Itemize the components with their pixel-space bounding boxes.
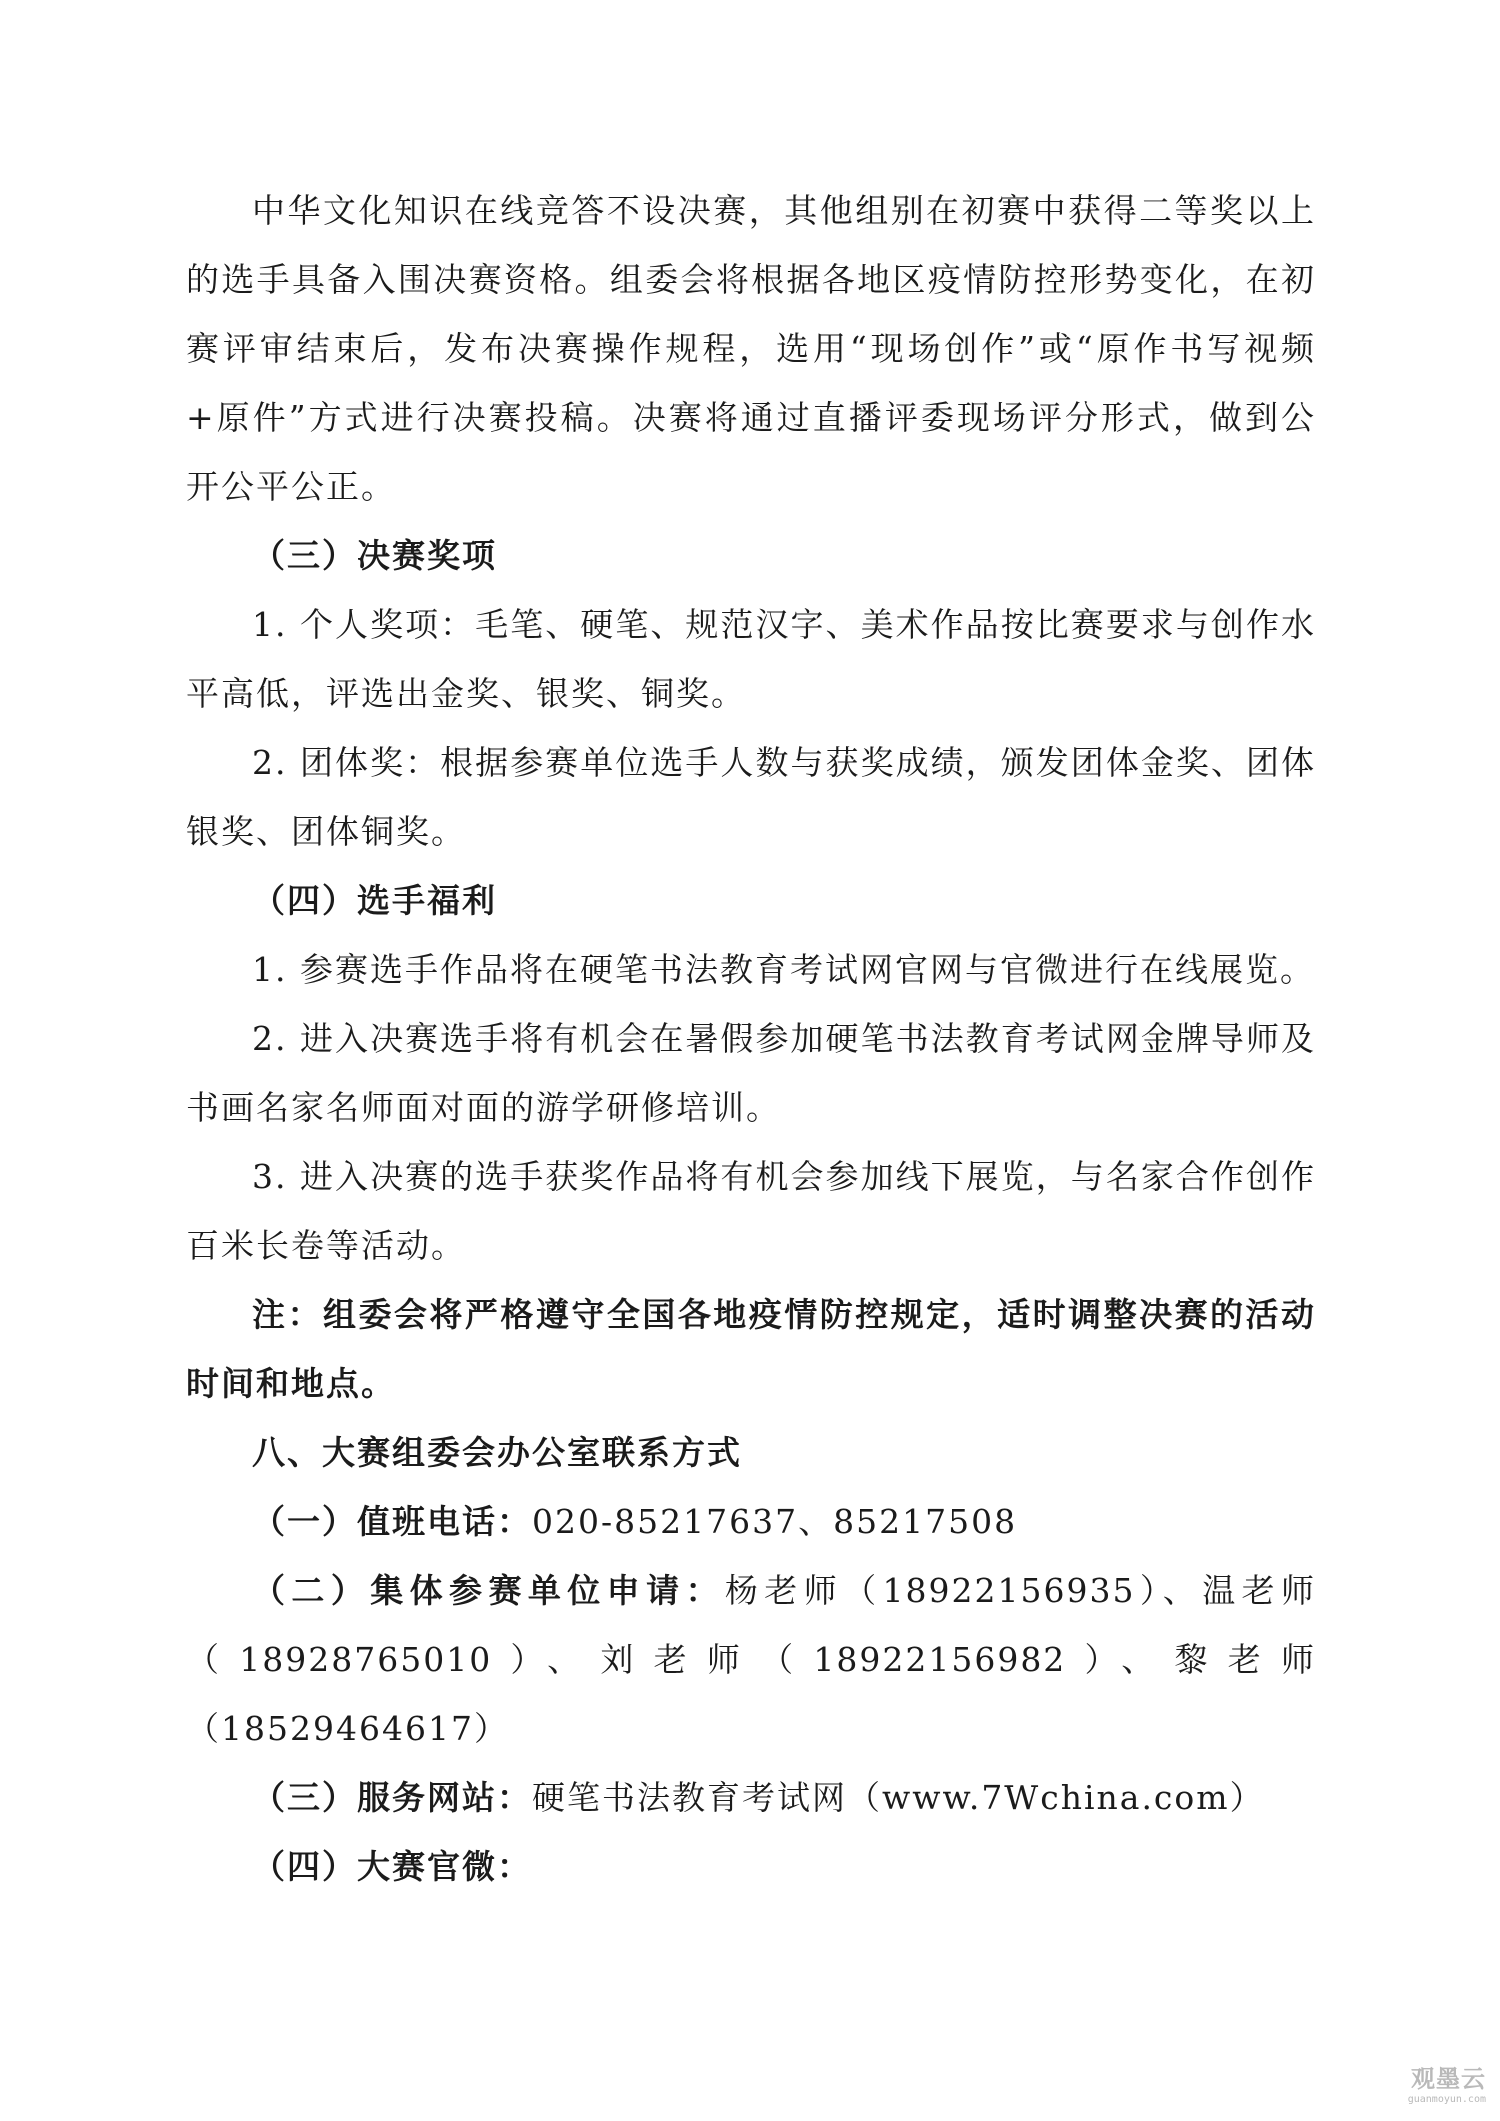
wechat-label: （四）大赛官微： bbox=[252, 1847, 532, 1886]
website-value: 硬笔书法教育考试网（www.7Wchina.com） bbox=[532, 1778, 1265, 1817]
note-paragraph: 注：组委会将严格遵守全国各地疫情防控规定，适时调整决赛的活动时间和地点。 bbox=[186, 1295, 1316, 1403]
group-application-label: （二）集体参赛单位申请： bbox=[252, 1571, 725, 1610]
watermark-logo bbox=[1386, 2065, 1486, 2111]
benefits-heading: （四）选手福利 bbox=[252, 881, 497, 920]
duty-phone-value: 020-85217637、85217508 bbox=[532, 1502, 1018, 1541]
final-rules-paragraph: 中华文化知识在线竞答不设决赛，其他组别在初赛中获得二等奖以上的选手具备入围决赛资格。组委会将根据各地区疫情防控形势变化，在初赛评审结束后，发布决赛操作规程，选用“现场创作”或“原作书写视频+原件”方式进行决赛投稿。决赛将通过直播评委现场评分形式，做到公开公平公正。 bbox=[186, 191, 1316, 506]
wechat-line bbox=[186, 1832, 1316, 1901]
group-application-value: 杨老师（18922156935）、温老师（18928765010）、刘老师（18922156982）、黎老师（18529464617） bbox=[186, 1571, 1317, 1748]
contact-heading: 八、大赛组委会办公室联系方式 bbox=[252, 1433, 742, 1472]
duty-phone-line bbox=[186, 1487, 1316, 1556]
watermark-main-text: 观墨云 bbox=[1411, 2065, 1486, 2093]
award-item-team: 2. 团体奖：根据参赛单位选手人数与获奖成绩，颁发团体金奖、团体银奖、团体铜奖。 bbox=[186, 743, 1316, 851]
group-application-line bbox=[186, 1556, 1316, 1763]
watermark-sub-text: guanmoyun.com bbox=[1407, 2094, 1486, 2105]
award-item-individual: 1. 个人奖项：毛笔、硬笔、规范汉字、美术作品按比赛要求与创作水平高低，评选出金奖、银奖、铜奖。 bbox=[186, 605, 1316, 713]
website-line bbox=[186, 1763, 1316, 1832]
benefit-item-offline: 3. 进入决赛的选手获奖作品将有机会参加线下展览，与名家合作创作百米长卷等活动。 bbox=[186, 1157, 1316, 1265]
document-body bbox=[186, 176, 1316, 1901]
website-label: （三）服务网站： bbox=[252, 1778, 532, 1817]
duty-phone-label: （一）值班电话： bbox=[252, 1502, 532, 1541]
benefit-item-exhibition: 1. 参赛选手作品将在硬笔书法教育考试网官网与官微进行在线展览。 bbox=[252, 950, 1315, 989]
awards-heading: （三）决赛奖项 bbox=[252, 536, 497, 575]
benefit-item-training: 2. 进入决赛选手将有机会在暑假参加硬笔书法教育考试网金牌导师及书画名家名师面对面的游学研修培训。 bbox=[186, 1019, 1316, 1127]
